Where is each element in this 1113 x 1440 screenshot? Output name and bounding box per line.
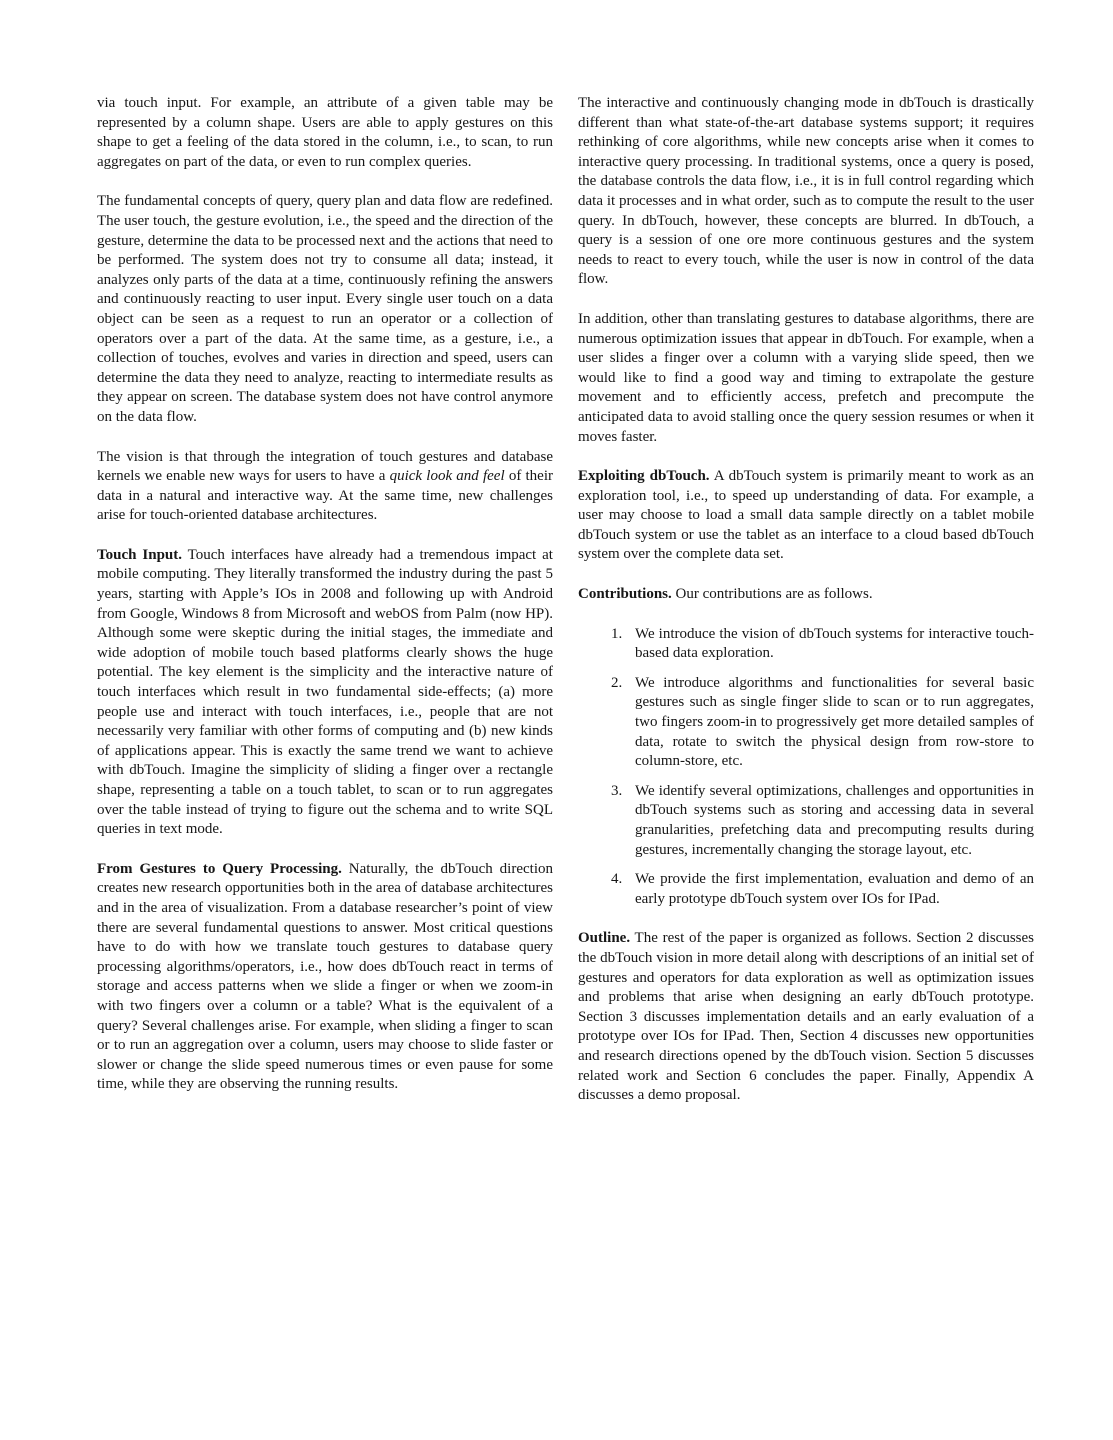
paragraph-touch-input	[97, 546, 553, 840]
paragraph-exploiting-dbtouch	[578, 467, 1034, 565]
paragraph-vision	[97, 448, 553, 526]
right-column	[578, 94, 1034, 1126]
paragraph-fundamental-concepts: The fundamental concepts of query, query plan and data flow are redefined. The user touch, the gesture evolution, i.e., the speed and the direction of the gesture, determine the data to be processed next and the actions that need to be performed. The system does not try to consume all data; instead, it analyzes only parts of the data at a time, continuously refining the answers and continuously reacting to user input. Every single user touch on a data object can be seen as a request to run an operator or a collection of operators over a part of the data. At the same time, as a gesture, i.e., a collection of touches, evolves and varies in direction and speed, users can determine the data they need to analyze, reacting to intermediate results as they appear on screen. The database system does not have control anymore on the data flow.	[97, 193, 553, 425]
section-lead-outline: Outline.	[578, 930, 631, 947]
list-item-number: 2.	[611, 674, 623, 691]
section-lead-gestures-query: From Gestures to Query Processing.	[97, 860, 342, 877]
contributions-list	[578, 625, 1034, 910]
paragraph-outline	[578, 929, 1034, 1105]
list-item-number: 3.	[611, 782, 623, 799]
list-item-text: We introduce algorithms and functionalities for several basic gestures such as single finger slide to scan or to run aggregates, two fingers zoom-in to progressively get more detailed samples of data, rotate to switch the physical design from row-store to column-store, etc.	[635, 674, 1034, 770]
list-item-number: 4.	[611, 871, 623, 888]
section-lead-exploiting-dbtouch: Exploiting dbTouch.	[578, 468, 710, 485]
text-segment: Our contributions are as follows.	[671, 586, 873, 603]
italic-phrase: quick look and feel	[389, 468, 505, 485]
list-item-text: We identify several optimizations, challenges and opportunities in dbTouch systems such as storing and accessing data in several granularities, prefetching data and precomputing results during gestures, incrementally changing the storage layout, etc.	[635, 782, 1034, 858]
list-item	[578, 782, 1034, 860]
text-segment: of their data in a natural and interactive way. At the same time, new challenges arise for touch-oriented database architectures.	[97, 468, 553, 524]
text-segment: A dbTouch system is primarily meant to work as an exploration tool, i.e., to speed up understanding of data. For example, a user may choose to load a small data sample directly on a tablet mobile dbTouch system or use the tablet as an interface to a cloud based dbTouch system over the complete data set.	[578, 468, 1034, 563]
left-column	[97, 94, 553, 1115]
paragraph-contributions	[578, 585, 1034, 605]
list-item	[578, 625, 1034, 664]
list-item	[578, 870, 1034, 909]
list-item-number: 1.	[611, 625, 623, 642]
text-segment: The vision is that through the integration of touch gestures and database kernels we enable new ways for users to have a	[97, 448, 553, 485]
list-item	[578, 674, 1034, 772]
section-lead-contributions: Contributions.	[578, 586, 672, 603]
paragraph-optimization-issues: In addition, other than translating gestures to database algorithms, there are numerous optimization issues that appear in dbTouch. For example, when a user slides a finger over a column with a varying slide speed, then we would like to find a good way and timing to extrapolate the gesture movement and to efficiently access, prefetch and precompute the anticipated data to avoid stalling once the query session resumes or when it moves faster.	[578, 310, 1034, 445]
text-segment: Naturally, the dbTouch direction creates new research opportunities both in the area of database architectures and in the area of visualization. From a database researcher’s point of view there are several fundamental questions to answer. Most critical questions have to do with how we translate touch gestures to database query processing algorithms/operators, i.e., how does dbTouch react in terms of storage and access patterns when we slide a finger or when we zoom-in with two fingers over a column or a table? What is the equivalent of a query? Several challenges arise. For example, when sliding a finger to scan or to run an aggregation over a column, users may choose to slide faster or slower or change the slide speed numerous times or even pause for some time, while they are observing the running results.	[97, 860, 553, 1093]
list-item-text: We introduce the vision of dbTouch systems for interactive touch-based data exploration.	[635, 625, 1034, 662]
paragraph-gestures-to-query-processing	[97, 860, 553, 1095]
list-item-text: We provide the first implementation, evaluation and demo of an early prototype dbTouch system over IOs for IPad.	[635, 871, 1034, 907]
text-segment: Touch interfaces have already had a tremendous impact at mobile computing. They literally transformed the industry during the past 5 years, starting with Apple’s IOs in 2008 and following up with Android from Google, Windows 8 from Microsoft and webOS from Palm (now HP). Although some were skeptic during the initial stages, the immediate and wide adoption of mobile touch based platforms clearly shows the huge potential. The key element is the simplicity and the interactive nature of touch interfaces which result in two fundamental side-effects; (a) more people use and interact with touch interfaces, i.e., people that are not necessarily very familiar with other forms of computing and (b) new kinds of applications appear. This is exactly the same trend we want to achieve with dbTouch. Imagine the simplicity of sliding a finger over a rectangle shape, representing a table on a touch tablet, to scan or to run aggregates over the table instead of trying to figure out the schema and to write SQL queries in text mode.	[97, 546, 553, 838]
text-segment: The rest of the paper is organized as follows. Section 2 discusses the dbTouch vision in more detail along with descriptions of an initial set of gestures and operators for data exploration as well as optimization issues and problems that arise when designing an early dbTouch prototype. Section 3 discusses implementation details and an early evaluation of a prototype over IOs for IPad. Then, Section 4 discusses new opportunities and research directions opened by the dbTouch vision. Section 5 discusses related work and Section 6 concludes the paper. Finally, Appendix A discusses a demo proposal.	[578, 930, 1034, 1104]
paragraph-touch-input-intro: via touch input. For example, an attribute of a given table may be represented by a column shape. Users are able to apply gestures on this shape to get a feeling of the data stored in the column, i.e., to scan, to run aggregates on part of the data, or even to run complex queries.	[97, 95, 553, 170]
section-lead-touch-input: Touch Input.	[97, 546, 182, 563]
paragraph-interactive-mode: The interactive and continuously changing mode in dbTouch is drastically different than what state-of-the-art database systems support; it requires rethinking of core algorithms, while new concepts arise when it comes to interactive query processing. In traditional systems, once a query is posed, the database controls the data flow, i.e., it is in full control regarding which data it processes and in what order, such as to compute the result to the user query. In dbTouch, however, these concepts are blurred. In dbTouch, a query is a session of one ore more continuous gestures and the system needs to react to every touch, while the user is now in control of the data flow.	[578, 95, 1034, 288]
